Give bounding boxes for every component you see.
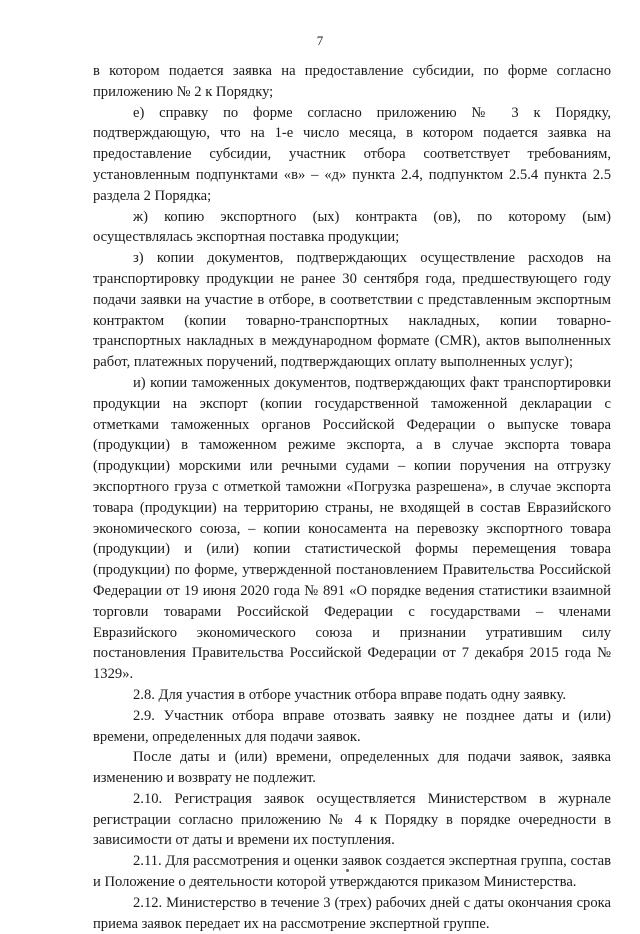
paragraph-2-8: 2.8. Для участия в отборе участник отбора вправе подать одну заявку.	[133, 686, 566, 703]
paragraph-item-i: и) копии таможенных документов, подтверждающих факт транспортировки продукции на экспорт (копии государственной таможенной декларации с отметками таможенных органов Российской Федерации о выпуске товара (продукции) в таможенном режиме экспорта, а в случае экспорта товара (продукции) морскими или речными судами – копии поручения на отгрузку экспортного груза с отметкой таможни «Погрузка разрешена», в случае экспорта товара (продукции) на территорию страны, не входящей в состав Евразийского экономического союза, – копии коносамента на перевозку экспортного товара (продукции) и (или) копии статистической формы перемещения товара (продукции) по форме, утвержденной постановлением Правительства Российской Федерации от 19 июня 2020 года № 891 «О порядке ведения статистики взаимной торговли товарами Российской Федерации с государствами – членами Евразийского экономического союза и признании утратившим силу постановления Правительства Российской Федерации от 7 декабря 2015 года № 1329».	[93, 374, 611, 683]
paragraph-2-9: 2.9. Участник отбора вправе отозвать заявку не позднее даты и (или) времени, определенных для подачи заявок.	[93, 707, 611, 745]
paragraph-item-z: з) копии документов, подтверждающих осуществление расходов на транспортировку продукции не ранее 30 сентября года, предшествующего году подачи заявки на участие в отборе, в соответствии с представленным экспортным контрактом (копии товарно-транспортных накладных, копии товарно-транспортных накладных в международном формате (CMR), актов выполненных работ, платежных поручений, подтверждающих оплату выполненных услуг);	[93, 250, 611, 371]
document-body	[93, 61, 611, 934]
paragraph-item-e: е) справку по форме согласно приложению № 3 к Порядку, подтверждающую, что на 1-е число месяца, в котором подается заявка на предоставление субсидии, участник отбора соответствует требованиям, установленным подпунктами «в» – «д» пункта 2.4, подпунктом 2.5.4 пункта 2.5 раздела 2 Порядка;	[93, 104, 611, 204]
paragraph-2-10: 2.10. Регистрация заявок осуществляется Министерством в журнале регистрации согласно приложению № 4 к Порядку в порядке очередности в зависимости от даты и времени их поступления.	[93, 790, 611, 849]
paragraph-item-zh: ж) копию экспортного (ых) контракта (ов), по которому (ым) осуществлялась экспортная поставка продукции;	[93, 208, 611, 246]
paragraph-2-11: 2.11. Для рассмотрения и оценки заявок создается экспертная группа, состав и Положение о деятельности которой утверждаются приказом Министерства.	[93, 853, 611, 891]
page-number: 7	[316, 33, 324, 48]
paragraph-subsidy-form: в котором подается заявка на предоставление субсидии, по форме согласно приложению № 2 к Порядку;	[93, 63, 611, 100]
paragraph-2-9-continued: После даты и (или) времени, определенных для подачи заявок, заявка изменению и возврату не подлежит.	[93, 749, 611, 787]
scan-speck	[346, 869, 349, 872]
paragraph-2-12: 2.12. Министерство в течение 3 (трех) рабочих дней с даты окончания срока приема заявок передает их на рассмотрение экспертной группе.	[93, 894, 611, 932]
